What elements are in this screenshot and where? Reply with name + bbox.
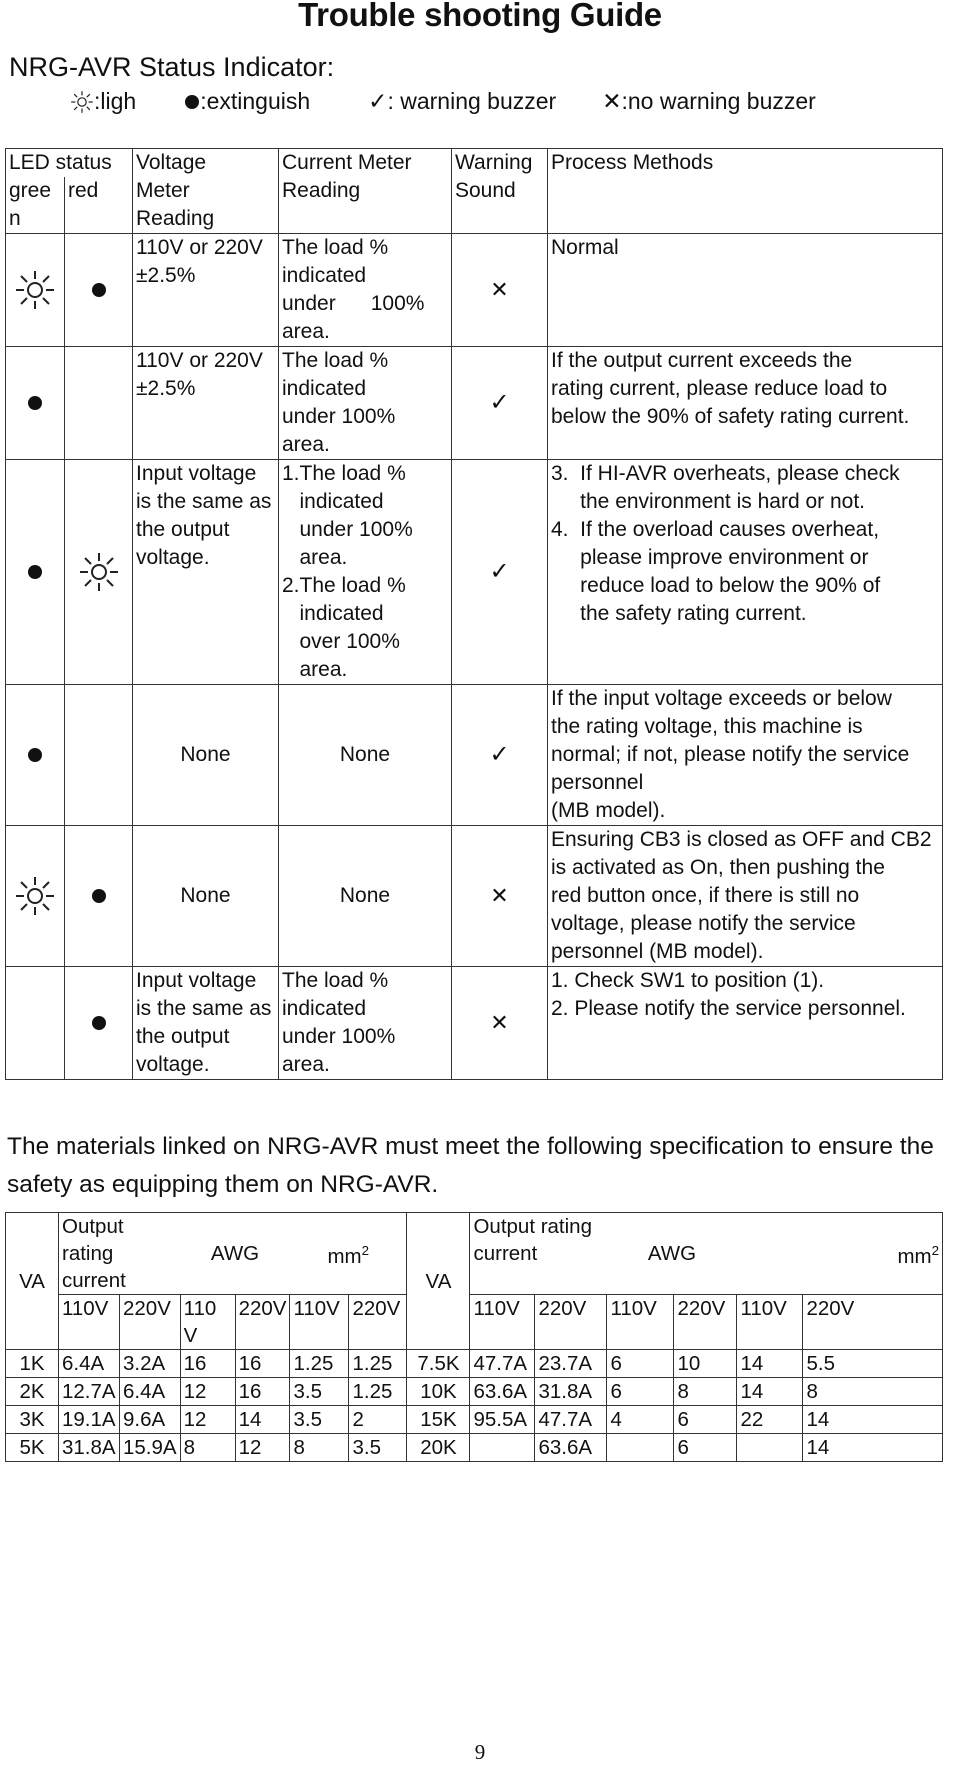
legend-light xyxy=(70,88,136,115)
process-cell xyxy=(548,460,943,685)
spec-header-line: current xyxy=(473,1242,538,1265)
header-process: Process Methods xyxy=(548,149,943,234)
current-line: indicated xyxy=(282,377,367,400)
process-line: Ensuring CB3 is closed as OFF and CB2 xyxy=(551,828,932,851)
warning-cell xyxy=(452,234,548,347)
spec-header-mm-220v-right: 220V xyxy=(803,1295,943,1350)
voltage-cell xyxy=(133,460,279,685)
current-line: under 100% xyxy=(282,518,413,541)
voltage-line: is the same as xyxy=(136,997,272,1020)
legend-extinguish-label: :extinguish xyxy=(200,88,311,114)
spec-cell: 1.25 xyxy=(349,1378,407,1406)
status-row xyxy=(6,685,943,826)
spec-cell: 31.8A xyxy=(535,1378,607,1406)
spec-header-awg-110v xyxy=(180,1295,235,1350)
process-line: personnel xyxy=(551,771,644,794)
process-cell xyxy=(548,826,943,967)
page-title: Trouble shooting Guide xyxy=(298,0,662,33)
spec-header-awg-110v-right: 110V xyxy=(607,1295,674,1350)
dot-icon xyxy=(68,1015,129,1031)
voltage-cell xyxy=(133,685,279,826)
warning-cell xyxy=(452,460,548,685)
spec-cell: 3.5 xyxy=(290,1378,349,1406)
page-number: 9 xyxy=(474,1740,486,1764)
spec-cell: 12.7A xyxy=(59,1378,120,1406)
spec-cell: 8 xyxy=(803,1378,943,1406)
spec-cell: 8 xyxy=(180,1434,235,1462)
current-line: None xyxy=(339,884,391,907)
current-cell xyxy=(279,460,452,685)
spec-cell xyxy=(737,1434,803,1462)
spec-row xyxy=(6,1434,943,1462)
spec-cell: 12 xyxy=(235,1434,290,1462)
spec-cell: 6 xyxy=(674,1434,737,1462)
spec-header-output-rating xyxy=(59,1213,181,1295)
light-sun-icon xyxy=(9,876,61,916)
current-line: area. xyxy=(282,433,330,456)
spec-header-110v: 110V xyxy=(59,1295,120,1350)
current-line: area. xyxy=(282,320,330,343)
spec-header-line: Output rating xyxy=(473,1215,592,1238)
voltage-line: ±2.5% xyxy=(136,377,196,400)
warning-cell xyxy=(452,347,548,460)
header-green-line: n xyxy=(9,207,21,230)
status-row xyxy=(6,234,943,347)
process-line: 2. Please notify the service personnel. xyxy=(551,997,906,1020)
dot-icon xyxy=(184,94,200,110)
voltage-line: voltage. xyxy=(136,546,210,569)
header-voltage-line: Meter xyxy=(136,179,190,202)
process-line: is activated as On, then pushing the xyxy=(551,856,885,879)
process-line: 4. If the overload causes overheat, xyxy=(551,518,880,541)
process-line: the safety rating current. xyxy=(551,602,807,625)
process-cell xyxy=(548,347,943,460)
check-icon: ✓ xyxy=(489,388,510,416)
green-led-cell xyxy=(6,685,65,826)
voltage-line: 110V or 220V xyxy=(136,349,263,372)
spec-cell: 14 xyxy=(803,1406,943,1434)
spec-header-awg: AWG xyxy=(180,1213,290,1295)
status-row xyxy=(6,826,943,967)
green-led-cell xyxy=(6,347,65,460)
process-line: If the input voltage exceeds or below xyxy=(551,687,892,710)
dot-icon xyxy=(9,395,61,411)
process-line: voltage, please notify the service xyxy=(551,912,856,935)
header-red: red xyxy=(65,177,133,234)
spec-cell: 10K xyxy=(407,1378,470,1406)
spec-cell: 14 xyxy=(737,1378,803,1406)
process-line: the rating voltage, this machine is xyxy=(551,715,863,738)
spec-cell xyxy=(607,1434,674,1462)
header-led-status: LED status xyxy=(6,149,133,178)
spec-header-mm-110v: 110V xyxy=(290,1295,349,1350)
red-led-cell xyxy=(65,460,133,685)
spec-header-mm-220v: 220V xyxy=(349,1295,407,1350)
current-line: under 100% xyxy=(282,405,396,428)
dot-icon xyxy=(68,282,129,298)
spec-cell: 6.4A xyxy=(120,1378,181,1406)
status-indicator-table xyxy=(5,148,943,1080)
current-line: indicated xyxy=(282,490,384,513)
spec-cell: 3K xyxy=(6,1406,59,1434)
spec-cell: 14 xyxy=(803,1434,943,1462)
spec-cell: 2 xyxy=(349,1406,407,1434)
spec-cell: 8 xyxy=(674,1378,737,1406)
current-line: under 100% xyxy=(282,292,425,315)
spec-cell: 9.6A xyxy=(120,1406,181,1434)
current-cell xyxy=(279,967,452,1080)
legend-light-label: :ligh xyxy=(94,88,137,114)
spec-cell: 23.7A xyxy=(535,1350,607,1378)
spec-cell: 47.7A xyxy=(535,1406,607,1434)
dot-icon xyxy=(9,747,61,763)
voltage-cell xyxy=(133,826,279,967)
current-cell xyxy=(279,826,452,967)
legend-buzzer xyxy=(368,88,556,115)
light-sun-icon xyxy=(68,552,129,592)
legend-nobuzzer-label: :no warning buzzer xyxy=(621,88,816,114)
spec-intro-paragraph: The materials linked on NRG-AVR must meet the following specification to ensure the safety as equipping them on NRG-AVR. xyxy=(7,1133,934,1198)
spec-header-line: current xyxy=(62,1269,126,1292)
spec-cell: 14 xyxy=(737,1350,803,1378)
light-sun-icon xyxy=(70,90,94,114)
warning-cell xyxy=(452,826,548,967)
voltage-cell xyxy=(133,234,279,347)
spec-header-output-rating-right xyxy=(470,1213,607,1295)
red-led-cell xyxy=(65,685,133,826)
spec-cell: 5K xyxy=(6,1434,59,1462)
spec-row xyxy=(6,1406,943,1434)
cross-icon: ✕ xyxy=(490,1009,509,1035)
spec-cell: 63.6A xyxy=(470,1378,535,1406)
process-line: red button once, if there is still no xyxy=(551,884,860,907)
process-line: below the 90% of safety rating current. xyxy=(551,405,910,428)
status-row xyxy=(6,967,943,1080)
header-current xyxy=(279,149,452,234)
header-warning-line: Warning xyxy=(455,151,533,174)
process-line: If the output current exceeds the xyxy=(551,349,853,372)
spec-row xyxy=(6,1350,943,1378)
current-line: indicated xyxy=(282,997,367,1020)
voltage-line: None xyxy=(180,743,231,766)
spec-cell: 7.5K xyxy=(407,1350,470,1378)
current-line: 1.The load % xyxy=(282,462,406,485)
light-sun-icon xyxy=(9,270,61,310)
spec-cell: 14 xyxy=(235,1406,290,1434)
spec-cell: 16 xyxy=(235,1350,290,1378)
process-line: personnel (MB model). xyxy=(551,940,764,963)
spec-cell: 3.2A xyxy=(120,1350,181,1378)
voltage-cell xyxy=(133,967,279,1080)
spec-cell: 15.9A xyxy=(120,1434,181,1462)
voltage-line: Input voltage xyxy=(136,462,257,485)
current-line: area. xyxy=(282,546,348,569)
header-row-1 xyxy=(6,149,943,178)
spec-cell: 22 xyxy=(737,1406,803,1434)
spec-header-mm-110v-right: 110V xyxy=(737,1295,803,1350)
header-green-line: gree xyxy=(9,179,52,202)
status-indicator-heading: NRG-AVR Status Indicator: xyxy=(9,52,335,82)
process-cell xyxy=(548,685,943,826)
spec-cell: 1.25 xyxy=(290,1350,349,1378)
voltage-line: the output xyxy=(136,518,230,541)
spec-header-mm-sup: 2 xyxy=(931,1243,939,1259)
warning-cell xyxy=(452,967,548,1080)
green-led-cell xyxy=(6,826,65,967)
cross-icon: ✕ xyxy=(602,88,622,114)
spec-cell: 19.1A xyxy=(59,1406,120,1434)
spec-cell: 3.5 xyxy=(349,1434,407,1462)
current-line: area. xyxy=(282,1053,330,1076)
process-line: please improve environment or xyxy=(551,546,869,569)
spec-header-mm-sup: 2 xyxy=(361,1243,369,1259)
voltage-line: ±2.5% xyxy=(136,264,196,287)
spec-row xyxy=(6,1378,943,1406)
current-line: 2.The load % xyxy=(282,574,406,597)
current-line: over 100% xyxy=(282,630,400,653)
process-line: 1. Check SW1 to position (1). xyxy=(551,969,825,992)
spec-cell: 47.7A xyxy=(470,1350,535,1378)
header-green xyxy=(6,177,65,234)
process-line: the environment is hard or not. xyxy=(551,490,865,513)
legend-buzzer-label: : warning buzzer xyxy=(387,88,557,114)
spec-cell: 31.8A xyxy=(59,1434,120,1462)
current-line: indicated xyxy=(282,264,367,287)
header-voltage-line: Reading xyxy=(136,207,215,230)
spec-header-row-1 xyxy=(6,1213,943,1295)
legend-nobuzzer xyxy=(602,88,816,115)
status-row xyxy=(6,347,943,460)
spec-cell: 8 xyxy=(290,1434,349,1462)
green-led-cell xyxy=(6,967,65,1080)
voltage-line: is the same as xyxy=(136,490,272,513)
process-line: reduce load to below the 90% of xyxy=(551,574,881,597)
current-line: The load % xyxy=(282,236,389,259)
voltage-line: None xyxy=(180,884,231,907)
current-line: under 100% xyxy=(282,1025,396,1048)
spec-header-line: Output xyxy=(62,1215,124,1238)
spec-cell: 4 xyxy=(607,1406,674,1434)
spec-cell: 6 xyxy=(607,1350,674,1378)
spec-cell: 6 xyxy=(607,1378,674,1406)
spec-cell: 5.5 xyxy=(803,1350,943,1378)
process-line: Normal xyxy=(551,236,619,259)
spec-header-line: V xyxy=(183,1324,198,1347)
spec-cell: 6 xyxy=(674,1406,737,1434)
header-warning-line: Sound xyxy=(455,179,516,202)
spec-header-mm: mm xyxy=(327,1244,362,1268)
current-line: The load % xyxy=(282,969,389,992)
current-line: The load % xyxy=(282,349,389,372)
dot-icon xyxy=(68,888,129,904)
spec-cell: 12 xyxy=(180,1378,235,1406)
spec-header-mm2-right xyxy=(737,1213,943,1295)
check-icon: ✓ xyxy=(489,557,510,585)
current-cell xyxy=(279,685,452,826)
spec-cell: 16 xyxy=(180,1350,235,1378)
red-led-cell xyxy=(65,967,133,1080)
spec-cell: 12 xyxy=(180,1406,235,1434)
red-led-cell xyxy=(65,347,133,460)
spec-header-mm: mm xyxy=(897,1244,932,1268)
header-warning xyxy=(452,149,548,234)
spec-header-row-2 xyxy=(6,1295,943,1350)
cross-icon: ✕ xyxy=(490,276,509,302)
process-cell xyxy=(548,234,943,347)
spec-header-va-right: VA xyxy=(407,1213,470,1350)
wire-spec-table xyxy=(5,1212,943,1462)
red-led-cell xyxy=(65,234,133,347)
spec-cell xyxy=(470,1434,535,1462)
voltage-line: Input voltage xyxy=(136,969,257,992)
spec-header-220v: 220V xyxy=(120,1295,181,1350)
spec-header-220v-right: 220V xyxy=(535,1295,607,1350)
current-line: indicated xyxy=(282,602,384,625)
voltage-line: 110V or 220V xyxy=(136,236,263,259)
check-icon: ✓ xyxy=(368,88,388,114)
process-cell xyxy=(548,967,943,1080)
current-cell xyxy=(279,347,452,460)
spec-header-awg-220v-right: 220V xyxy=(674,1295,737,1350)
spec-cell: 15K xyxy=(407,1406,470,1434)
current-line: area. xyxy=(282,658,348,681)
spec-cell: 16 xyxy=(235,1378,290,1406)
header-current-line: Reading xyxy=(282,179,361,202)
spec-cell: 63.6A xyxy=(535,1434,607,1462)
spec-cell: 20K xyxy=(407,1434,470,1462)
header-voltage-line: Voltage xyxy=(136,151,207,174)
green-led-cell xyxy=(6,234,65,347)
current-cell xyxy=(279,234,452,347)
dot-icon xyxy=(9,564,61,580)
process-line: normal; if not, please notify the service xyxy=(551,743,910,766)
spec-header-awg-220v: 220V xyxy=(235,1295,290,1350)
spec-cell: 1K xyxy=(6,1350,59,1378)
spec-cell: 3.5 xyxy=(290,1406,349,1434)
legend-extinguish xyxy=(184,88,310,115)
spec-cell: 6.4A xyxy=(59,1350,120,1378)
spec-cell: 1.25 xyxy=(349,1350,407,1378)
green-led-cell xyxy=(6,460,65,685)
spec-cell: 10 xyxy=(674,1350,737,1378)
process-line: (MB model). xyxy=(551,799,666,822)
spec-header-mm2 xyxy=(290,1213,407,1295)
spec-cell: 95.5A xyxy=(470,1406,535,1434)
spec-header-line: 110 xyxy=(183,1297,217,1320)
process-line: 3. If HI-AVR overheats, please check xyxy=(551,462,900,485)
voltage-line: the output xyxy=(136,1025,230,1048)
spec-cell: 2K xyxy=(6,1378,59,1406)
header-current-line: Current Meter xyxy=(282,151,412,174)
spec-header-line: rating xyxy=(62,1242,114,1265)
spec-header-110v-right: 110V xyxy=(470,1295,535,1350)
current-line: None xyxy=(339,743,391,766)
cross-icon: ✕ xyxy=(490,882,509,908)
status-row xyxy=(6,460,943,685)
process-line: rating current, please reduce load to xyxy=(551,377,888,400)
header-voltage xyxy=(133,149,279,234)
indicator-legend xyxy=(70,88,816,115)
check-icon: ✓ xyxy=(489,740,510,768)
spec-header-va: VA xyxy=(6,1213,59,1350)
spec-header-awg-right: AWG xyxy=(607,1213,737,1295)
voltage-line: voltage. xyxy=(136,1053,210,1076)
warning-cell xyxy=(452,685,548,826)
voltage-cell xyxy=(133,347,279,460)
red-led-cell xyxy=(65,826,133,967)
